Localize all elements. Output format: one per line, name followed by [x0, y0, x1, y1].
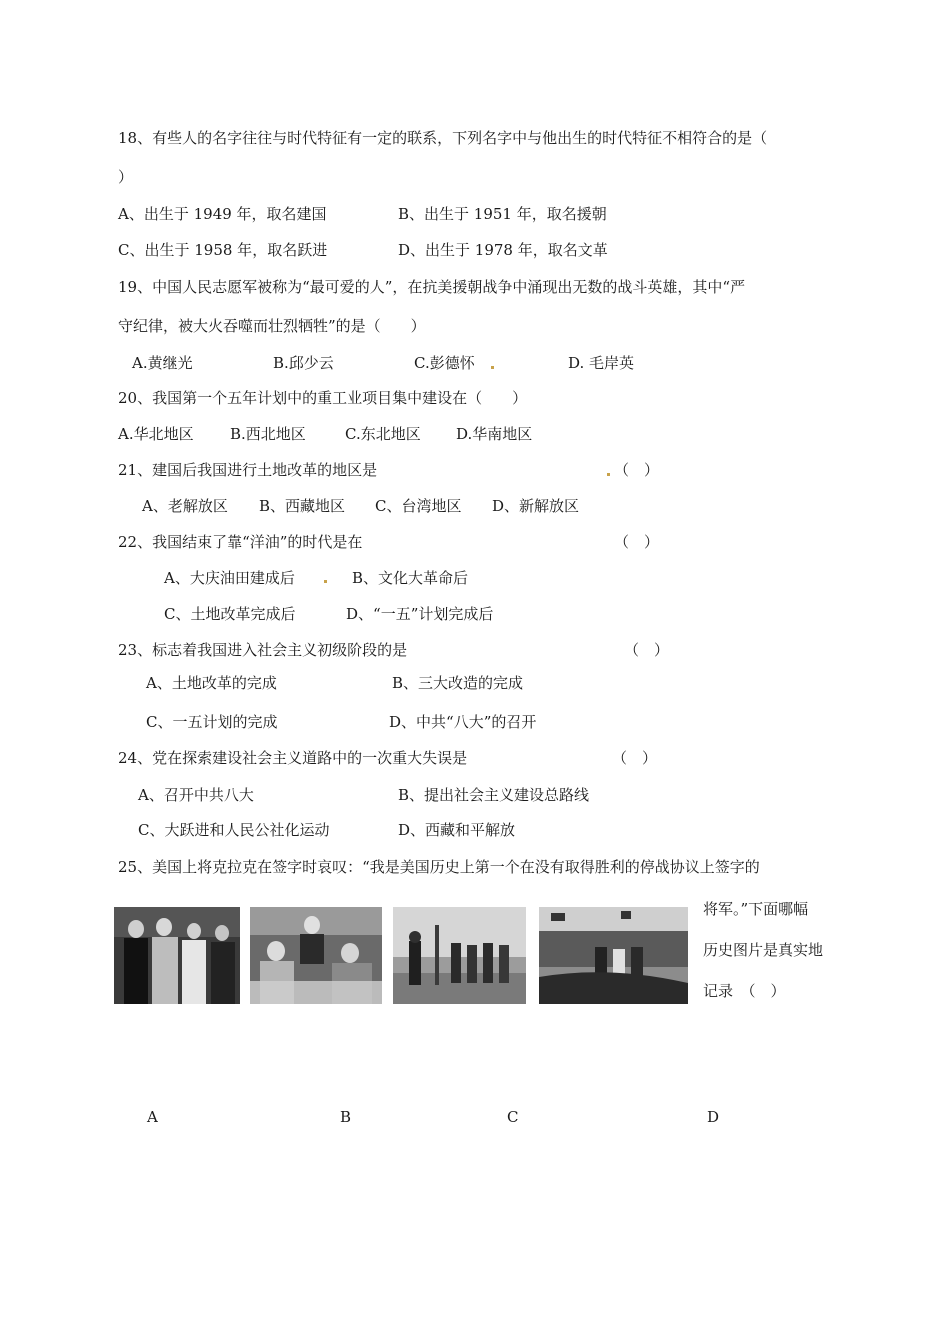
q23-stem: 23、标志着我国进入社会主义初级阶段的是 — [118, 641, 408, 659]
q21-option-c: C、台湾地区 — [375, 497, 462, 515]
q25-stem-line1: 25、美国上将克拉克在签字时哀叹：“我是美国历史上第一个在没有取得胜利的停战协议上签字的 — [118, 858, 760, 876]
q23-option-b: B、三大改造的完成 — [392, 674, 524, 692]
q22-option-c: C、土地改革完成后 — [164, 605, 296, 623]
photo-d — [539, 907, 688, 1004]
stray-mark — [491, 366, 494, 369]
q22-answer-paren: （ ） — [614, 533, 660, 551]
q20-option-b: B.西北地区 — [230, 425, 306, 443]
photo-b-label: B — [340, 1108, 352, 1126]
q24-option-a: A、召开中共八大 — [138, 786, 254, 804]
q24-option-d: D、西藏和平解放 — [398, 821, 516, 839]
q25-stem-line3: 历史图片是真实地 — [703, 941, 824, 959]
q24-option-b: B、提出社会主义建设总路线 — [398, 786, 590, 804]
q22-option-b: B、文化大革命后 — [352, 569, 469, 587]
photo-b — [250, 907, 382, 1004]
photo-d-label: D — [707, 1108, 720, 1126]
q23-option-d: D、中共“八大”的召开 — [389, 713, 537, 731]
q21-option-a: A、老解放区 — [142, 497, 228, 515]
q23-option-c: C、一五计划的完成 — [146, 713, 278, 731]
q25-stem-line2: 将军。”下面哪幅 — [703, 900, 809, 918]
photo-c — [393, 907, 526, 1004]
q21-stem: 21、建国后我国进行土地改革的地区是 — [118, 461, 378, 479]
photo-a-label: A — [147, 1108, 158, 1126]
q25-stem-line4: 记录 （ ） — [703, 982, 786, 1000]
q19-stem-line1: 19、中国人民志愿军被称为“最可爱的人”，在抗美援朝战争中涌现出无数的战斗英雄，其中“严 — [118, 278, 746, 296]
q19-option-c: C.彭德怀 — [414, 354, 475, 372]
q21-option-d: D、新解放区 — [492, 497, 580, 515]
q20-stem: 20、我国第一个五年计划中的重工业项目集中建设在（ ） — [118, 389, 528, 407]
q18-option-b: B、出生于 1951 年，取名援朝 — [398, 205, 607, 223]
q19-stem-line2: 守纪律，被大火吞噬而壮烈牺牲”的是（ ） — [118, 317, 426, 335]
q21-answer-paren: （ ） — [614, 461, 660, 479]
q20-option-a: A.华北地区 — [118, 425, 194, 443]
photo-c-label: C — [507, 1108, 519, 1126]
q23-answer-paren: （ ） — [624, 641, 670, 659]
q23-option-a: A、土地改革的完成 — [146, 674, 277, 692]
photo-a — [114, 907, 240, 1004]
q18-stem-line1: 18、有些人的名字往往与时代特征有一定的联系，下列名字中与他出生的时代特征不相符合的是（ — [118, 129, 768, 147]
stray-mark — [324, 580, 327, 583]
q20-option-c: C.东北地区 — [345, 425, 421, 443]
stray-mark — [607, 473, 610, 476]
q21-option-b: B、西藏地区 — [259, 497, 346, 515]
q24-stem: 24、党在探索建设社会主义道路中的一次重大失误是 — [118, 749, 468, 767]
q22-stem: 22、我国结束了靠“洋油”的时代是在 — [118, 533, 363, 551]
q24-option-c: C、大跃进和人民公社化运动 — [138, 821, 330, 839]
q20-option-d: D.华南地区 — [456, 425, 533, 443]
q22-option-a: A、大庆油田建成后 — [164, 569, 295, 587]
q18-stem-line2: ） — [118, 168, 134, 186]
q22-option-d: D、“一五”计划完成后 — [346, 605, 494, 623]
q18-option-a: A、出生于 1949 年，取名建国 — [118, 205, 327, 223]
q19-option-a: A.黄继光 — [132, 354, 193, 372]
q19-option-b: B.邱少云 — [273, 354, 334, 372]
q18-option-c: C、出生于 1958 年，取名跃进 — [118, 241, 328, 259]
q19-option-d: D. 毛岸英 — [568, 354, 635, 372]
q24-answer-paren: （ ） — [612, 749, 658, 767]
q18-option-d: D、出生于 1978 年，取名文革 — [398, 241, 608, 259]
